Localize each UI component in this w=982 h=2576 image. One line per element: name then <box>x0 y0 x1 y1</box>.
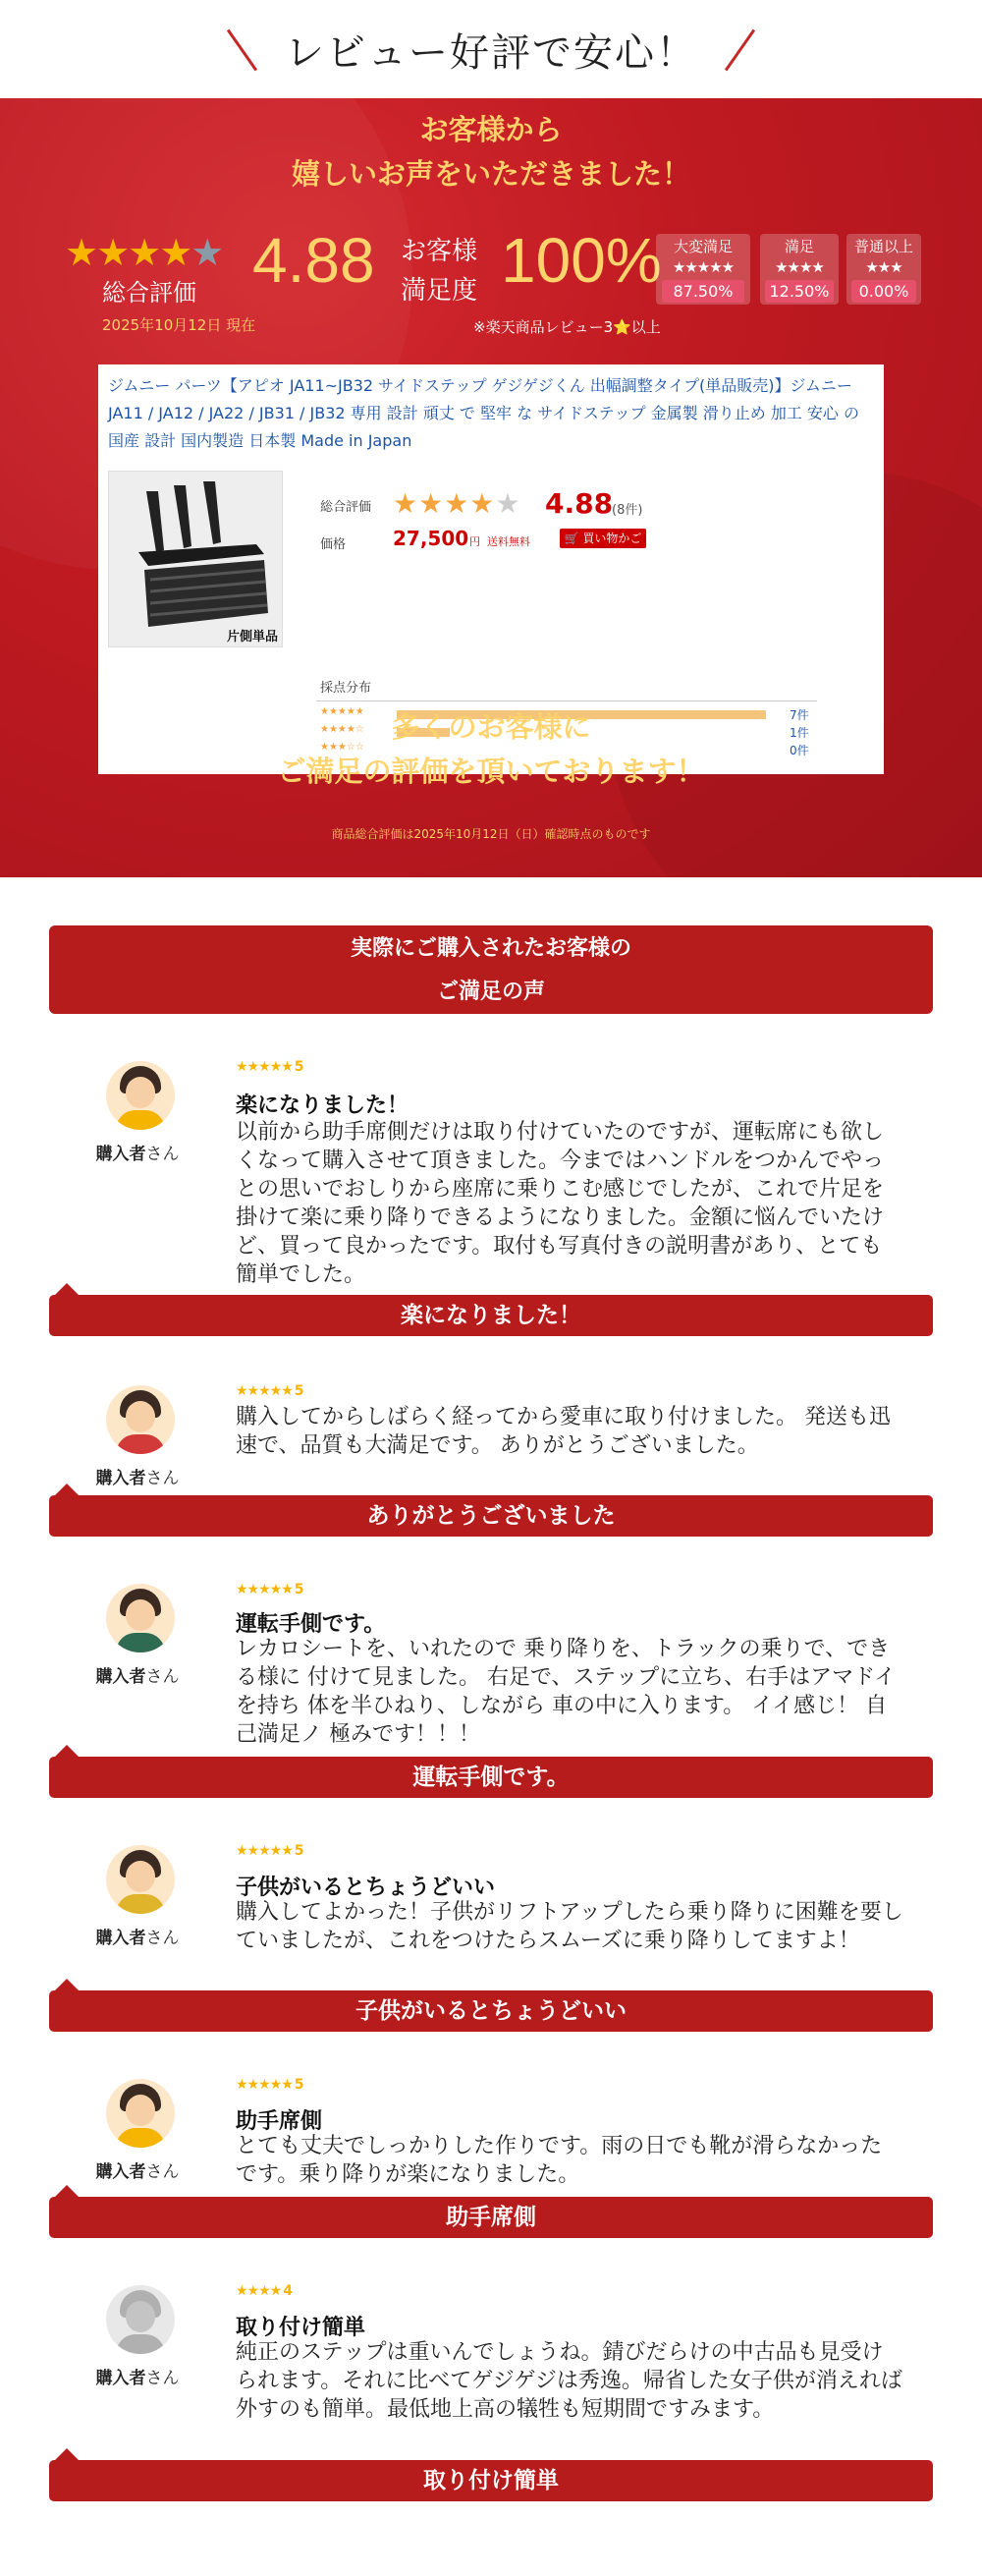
review-title: 楽になりました！ <box>236 1093 409 1118</box>
star-icons: ★★★★ <box>775 258 824 276</box>
avatar <box>106 1584 175 1652</box>
free-shipping-badge: 送料無料 <box>487 535 530 548</box>
banner-lead-line: お客様から <box>419 113 563 146</box>
review-score: 5 <box>294 1383 303 1399</box>
buyer-name <box>93 1140 182 1164</box>
product-image[interactable] <box>108 471 283 647</box>
review-summary-banner <box>0 98 982 877</box>
sat-label: 満足 <box>784 238 814 255</box>
section-header-line: 実際にご購入されたお客様の <box>350 936 631 961</box>
buyer-label: 購入者 <box>95 1145 146 1164</box>
divider <box>316 700 817 701</box>
buyer-label: 購入者 <box>95 2162 146 2182</box>
satisfaction-box-very-satisfied <box>656 234 750 305</box>
review-title: 子供がいるとちょうどいい <box>236 1876 496 1900</box>
avatar-face <box>126 2301 155 2332</box>
review-body: とても丈夫でしっかりした作りです。雨の日でも靴が滑らなかったです。乗り降りが楽になりました。 <box>236 2134 883 2187</box>
overall-rating-label: 総合評価 <box>102 279 196 307</box>
review-star-rating <box>236 1383 303 1399</box>
review-score: 5 <box>294 1582 303 1597</box>
section-header-line: ご満足の声 <box>436 980 545 1004</box>
add-to-cart-button[interactable]: 🛒 買い物かご <box>560 529 646 548</box>
banner-tail <box>0 705 982 794</box>
rating-distribution-title: 採点分布 <box>320 681 372 696</box>
buyer-suffix: さん <box>145 1929 180 1948</box>
avatar-face <box>126 1861 155 1892</box>
star-icons: ★★★★★ <box>672 258 735 276</box>
review-star-rating <box>236 1059 303 1075</box>
star-icons: ★★★★★ <box>236 1383 293 1399</box>
star-icons: ★★★★ <box>236 2283 282 2299</box>
buyer-name <box>93 2364 182 2388</box>
review-star-rating <box>236 2077 303 2093</box>
review-body: 購入してよかった！子供がリフトアップしたら乗り降りに困難を要していましたが、これをつけたらスムーズに乗り降りしてますよ！ <box>236 1900 903 1953</box>
price-unit: 円 <box>469 535 480 548</box>
review-body: 純正のステップは重いんでしょうね。錆びだらけの中古品も見受けられます。それに比べてゲジゲジは秀逸。帰省した女子供が消えれば外すのも簡単。最低地上高の犠牲も短期間ですみます。 <box>236 2340 902 2422</box>
price-value: 27,500 <box>393 527 469 550</box>
star-icons: ★★★★ <box>65 231 191 274</box>
star-icons: ★★★★★ <box>236 1843 293 1859</box>
card-star-rating <box>393 487 521 520</box>
star-icons: ★★★ <box>865 258 902 276</box>
star-icons: ★★★★★ <box>320 706 364 717</box>
page-header <box>0 0 982 98</box>
banner-tail-line: ご満足の評価を頂いております！ <box>277 755 705 788</box>
star-icons: ★★★★☆ <box>320 724 364 735</box>
sat-label: 大変満足 <box>673 238 733 255</box>
avatar <box>106 1385 175 1454</box>
review-title: 助手席側 <box>236 2109 323 2134</box>
buyer-name <box>93 1662 182 1687</box>
star-icons: ★★★★★ <box>236 1059 293 1075</box>
label-line: 満足度 <box>401 276 478 306</box>
customer-satisfaction-label <box>401 232 477 310</box>
overall-star-rating <box>65 231 222 274</box>
sat-percentage: 12.50% <box>765 280 834 303</box>
satisfaction-percentage: 100% <box>501 225 662 296</box>
partial-star-icon: ★ <box>191 231 223 274</box>
distribution-count-link[interactable]: 0件 <box>790 744 809 757</box>
review-body: 購入してからしばらく経ってから愛車に取り付けました。 発送も迅速で、品質も大満足です。 ありがとうございました。 <box>236 1405 891 1458</box>
banner-tail-line: 多くのお客様に <box>391 710 591 744</box>
rakuten-note: ※楽天商品レビュー3⭐以上 <box>473 318 661 336</box>
card-rating-label: 総合評価 <box>320 500 372 515</box>
reviews-section-header <box>49 925 933 1014</box>
review-ribbon: 楽になりました！ <box>49 1295 933 1336</box>
distribution-count-link[interactable]: 7件 <box>790 708 809 722</box>
sat-percentage: 87.50% <box>662 280 744 303</box>
avatar <box>106 1845 175 1914</box>
review-body: レカロシートを、いれたので 乗り降りを、トラックの乗りで、できる様に 付けて見ました。 右足で、ステップに立ち、右手はアマドイを持ち 体を半ひねり、しながら 車の中に入ります。 イイ感じ！ 自己満足ノ 極みです！！！ <box>236 1637 897 1747</box>
product-title-link[interactable]: ジムニー パーツ【アピオ JA11~JB32 サイドステップ ゲジゲジくん 出幅調整タイプ(単品販売)】ジムニー JA11 / JA12 / JA22 / JB31 / JB32 専用 設計 頑丈 で 堅牢 な サイドステップ 金属製 滑り止め 加工 安心 の 国産 設計 国内製造 日本製 Made in Japan <box>108 376 860 450</box>
page-title: レビュー好評で安心！ <box>285 30 697 76</box>
review-star-rating <box>236 1843 303 1859</box>
banner-footnote: 商品総合評価は2025年10月12日（日）確認時点のものです <box>331 827 651 841</box>
avatar-face <box>126 1401 155 1432</box>
buyer-label: 購入者 <box>95 1929 146 1948</box>
buyer-suffix: さん <box>145 1667 180 1687</box>
avatar-body <box>116 1434 165 1454</box>
avatar-body <box>116 1894 165 1914</box>
buyer-label: 購入者 <box>95 1469 146 1488</box>
card-review-count[interactable]: (8件) <box>612 503 643 518</box>
star-icons: ★★★☆☆ <box>320 742 364 753</box>
side-step-illustration <box>109 472 282 646</box>
star-icons: ★★★★★ <box>236 2077 293 2093</box>
review-title: 運転手側です。 <box>236 1612 386 1637</box>
satisfaction-box-satisfied <box>760 234 839 305</box>
review-ribbon: 運転手側です。 <box>49 1757 933 1798</box>
review-star-rating <box>236 1582 303 1597</box>
buyer-label: 購入者 <box>95 1667 146 1687</box>
review-star-rating <box>236 2283 292 2299</box>
avatar-body <box>116 2128 165 2148</box>
buyer-name <box>93 1464 182 1488</box>
buyer-suffix: さん <box>145 1145 180 1164</box>
overall-score: 4.88 <box>252 225 375 296</box>
buyer-label: 購入者 <box>95 2369 146 2388</box>
avatar <box>106 2079 175 2148</box>
review-title: 取り付け簡単 <box>236 2316 366 2340</box>
review-score: 5 <box>294 1843 303 1859</box>
satisfaction-box-average <box>846 234 921 305</box>
review-ribbon: 子供がいるとちょうどいい <box>49 1990 933 2032</box>
review-score: 4 <box>283 2283 292 2299</box>
buyer-name <box>93 2157 182 2182</box>
label-line: お客様 <box>401 237 478 266</box>
sat-label: 普通以上 <box>853 238 913 255</box>
buyer-suffix: さん <box>145 2162 180 2182</box>
avatar-body <box>116 1110 165 1130</box>
banner-lead <box>0 108 982 196</box>
partial-star-icon: ★ <box>495 487 521 520</box>
avatar <box>106 1061 175 1130</box>
avatar <box>106 2285 175 2354</box>
rating-date-note: 2025年10月12日 現在 <box>102 316 256 334</box>
banner-lead-line: 嬉しいお声をいただきました！ <box>291 157 690 191</box>
review-ribbon: 助手席側 <box>49 2197 933 2238</box>
review-ribbon: 取り付け簡単 <box>49 2460 933 2501</box>
avatar-face <box>126 1077 155 1108</box>
avatar-face <box>126 2095 155 2126</box>
avatar-body <box>116 1633 165 1652</box>
review-score: 5 <box>294 1059 303 1075</box>
price-label: 価格 <box>320 537 347 552</box>
image-tag: 片側単品 <box>226 630 278 644</box>
avatar-face <box>126 1599 155 1631</box>
distribution-count-link[interactable]: 1件 <box>790 726 809 740</box>
star-icons: ★★★★★ <box>236 1582 293 1597</box>
buyer-suffix: さん <box>145 2369 180 2388</box>
review-ribbon: ありがとうございました <box>49 1495 933 1537</box>
buyer-suffix: さん <box>145 1469 180 1488</box>
review-body: 以前から助手席側だけは取り付けていたのですが、運転席にも欲しくなって購入させて頂きました。今まではハンドルをつかんでやっとの思いでおしりから座席に乗りこむ感じでしたが、これで片足を掛けて楽に乗り降りできるようになりました。金額に悩んでいたけど、買って良かったです。取付も写真付きの説明書があり、とても簡単でした。 <box>236 1120 885 1287</box>
buyer-name <box>93 1924 182 1948</box>
sat-percentage: 0.00% <box>851 280 917 303</box>
review-score: 5 <box>294 2077 303 2093</box>
avatar-body <box>116 2334 165 2354</box>
star-icons: ★★★★ <box>393 487 496 520</box>
card-score: 4.88 <box>545 487 614 520</box>
